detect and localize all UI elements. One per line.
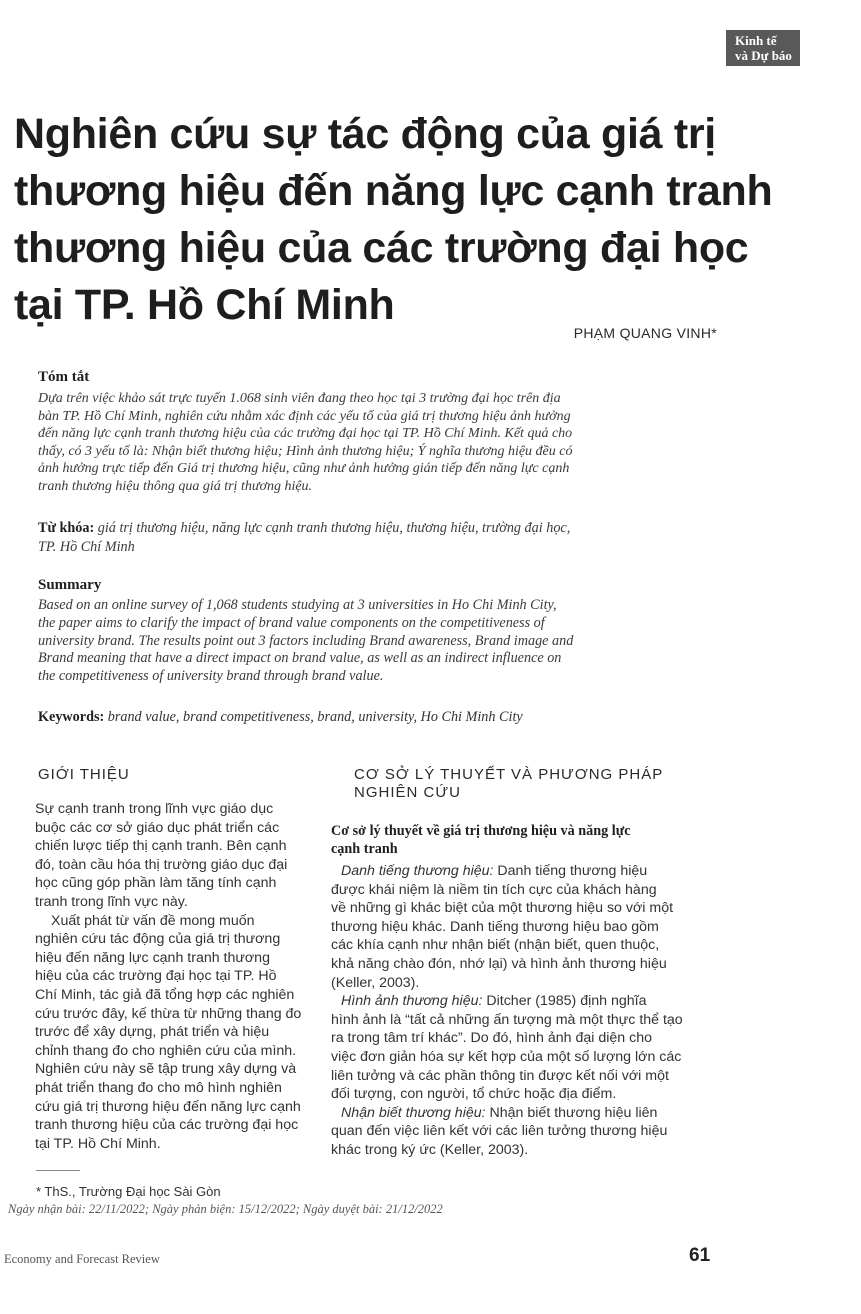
- keywords-vn-label: Từ khóa:: [38, 520, 95, 536]
- body-line: việc đơn giản hóa sự kết hợp của một số lượng lớn các: [331, 1048, 682, 1065]
- keywords-en-text: brand value, brand competitiveness, brand, university, Ho Chi Minh City: [107, 709, 523, 725]
- subsection-heading-line: cạnh tranh: [331, 841, 398, 857]
- body-line: tranh thương hiệu của các trường đại học: [35, 1117, 299, 1134]
- keywords-vn: [38, 519, 718, 557]
- keywords-en-label: Keywords:: [38, 709, 105, 725]
- keywords-en: [38, 709, 523, 726]
- body-line: đối tượng, con người, tổ chức hoặc địa điểm.: [331, 1086, 617, 1103]
- body-line: buộc các cơ sở giáo dục phát triển các: [35, 819, 280, 836]
- badge-line1: Kinh tế: [735, 33, 777, 48]
- submission-dates: Ngày nhận bài: 22/11/2022; Ngày phản biện: 15/12/2022; Ngày duyệt bài: 21/12/2022: [8, 1202, 443, 1216]
- body-line: tranh trong lĩnh vực này.: [35, 893, 188, 910]
- body-line: đó, toàn cầu hóa thị trường giáo dục đại: [35, 856, 288, 873]
- abstract-line: bàn TP. Hồ Chí Minh, nghiên cứu nhằm xác định các yếu tố của giá trị thương hiệu ảnh hưởng: [38, 408, 571, 424]
- body-text: Ditcher (1985) định nghĩa: [486, 993, 647, 1010]
- intro-body: [35, 800, 308, 1153]
- theory-body: [331, 862, 721, 1160]
- summary-heading: Summary: [38, 577, 102, 593]
- footnote-affiliation: * ThS., Trường Đại học Sài Gòn: [36, 1184, 221, 1199]
- body-line: phát triển thang đo cho mô hình nghiên: [35, 1079, 282, 1096]
- author-name: PHẠM QUANG VINH*: [573, 325, 717, 341]
- summary-line: the paper aims to clarify the impact of brand value components on the competitiveness of: [38, 614, 545, 631]
- body-line: Xuất phát từ vấn đề mong muốn: [51, 912, 255, 929]
- body-line: nghiên cứu tác động của giá trị thương: [35, 931, 281, 948]
- section-heading-line: CƠ SỞ LÝ THUYẾT VÀ PHƯƠNG PHÁP: [354, 766, 664, 783]
- body-line: học cũng góp phần làm tăng tính cạnh: [35, 875, 277, 892]
- subsection-heading-line: Cơ sở lý thuyết về giá trị thương hiệu và năng lực: [331, 823, 631, 839]
- journal-name: Economy and Forecast Review: [4, 1252, 160, 1266]
- page-number: 61: [689, 1245, 711, 1266]
- title-line: thương hiệu đến năng lực cạnh tranh: [14, 167, 773, 215]
- body-line: hiệu của các trường đại học tại TP. Hồ: [35, 968, 277, 985]
- section-heading-line: NGHIÊN CỨU: [354, 784, 461, 801]
- body-line: quan đến việc liên kết với các liên tưởng thương hiệu: [331, 1123, 668, 1140]
- summary-line: Brand meaning that have a direct impact on brand value, as well as an indirect influence on: [38, 650, 562, 667]
- title-line: tại TP. Hồ Chí Minh: [14, 281, 395, 329]
- body-line: được khái niệm là niềm tin tích cực của khách hàng: [331, 881, 657, 898]
- journal-badge: [726, 30, 800, 66]
- abstract-line: Dựa trên việc khảo sát trực tuyến 1.068 sinh viên đang theo học tại 3 trường đại học trên địa: [38, 391, 561, 406]
- body-line: cứu giá trị thương hiệu đến năng lực cạnh: [35, 1098, 301, 1115]
- body-line: chiến lược tiếp thị cạnh tranh. Bên cạnh: [35, 838, 287, 855]
- term-brand-awareness: Nhận biết thương hiệu:: [341, 1104, 486, 1121]
- body-line: Chí Minh, tác giả đã tổng hợp các nghiên: [35, 986, 295, 1003]
- body-line: các khía cạnh như nhận biết (nhận biết, quen thuộc,: [331, 937, 660, 954]
- badge-line2: và Dự báo: [735, 48, 792, 63]
- body-line: hiệu đến năng lực cạnh tranh thương: [35, 949, 270, 966]
- body-line: Sự cạnh tranh trong lĩnh vực giáo dục: [35, 801, 274, 817]
- title-line: Nghiên cứu sự tác động của giá trị: [14, 110, 716, 158]
- abstract-line: ảnh hưởng trực tiếp đến Giá trị thương hiệu, cũng như ảnh hưởng gián tiếp đến năng lực cạnh: [38, 461, 570, 477]
- body-line: tại TP. Hồ Chí Minh.: [35, 1135, 161, 1152]
- article-title: [14, 106, 773, 334]
- body-line: về những gì khác biệt của một thương hiệu so với một: [331, 900, 674, 917]
- term-brand-image: Hình ảnh thương hiệu:: [341, 993, 483, 1010]
- body-line: trước để xây dựng, phát triển và hiệu: [35, 1024, 270, 1041]
- body-line: Nghiên cứu này sẽ tập trung xây dựng và: [35, 1061, 297, 1078]
- body-line: chỉnh thang đo cho nghiên cứu của mình.: [35, 1042, 297, 1059]
- abstract-line: tranh thương hiệu thông qua giá trị thương hiệu.: [38, 478, 313, 494]
- footnote-divider: [36, 1170, 80, 1171]
- abstract-vn: [38, 390, 706, 496]
- title-line: thương hiệu của các trường đại học: [14, 224, 749, 272]
- body-line: thương hiệu khác. Danh tiếng thương hiệu bao gồm: [331, 918, 659, 935]
- body-line: ra trong tâm trí khác”. Do đó, hình ảnh đại diện cho: [331, 1030, 652, 1047]
- body-line: khả năng chào đón, nhớ lại) và hình ảnh thương hiệu: [331, 955, 667, 972]
- body-line: hình ảnh là “tất cả những ấn tượng mà một thực thể tạo: [331, 1011, 683, 1028]
- abstract-line: thấy, có 3 yếu tố là: Nhận biết thương hiệu; Hình ảnh thương hiệu; Ý nghĩa thương hiệu đều có: [38, 443, 573, 459]
- subsection-heading: [331, 822, 631, 858]
- keywords-vn-text: giá trị thương hiệu, năng lực cạnh tranh thương hiệu, thương hiệu, trường đại học,: [97, 520, 571, 536]
- section-heading-theory: [354, 766, 663, 802]
- body-text: Nhận biết thương hiệu liên: [489, 1104, 658, 1121]
- keywords-vn-text: TP. Hồ Chí Minh: [38, 539, 135, 555]
- abstract-line: đến năng lực cạnh tranh thương hiệu của các trường đại học tại TP. Hồ Chí Minh. Kết quả cho: [38, 426, 573, 442]
- body-line: cứu trước đây, kế thừa từ những thang đo: [35, 1005, 302, 1022]
- body-line: liên tưởng và các phần thông tin được kết nối với một: [331, 1067, 669, 1084]
- summary-en: [38, 597, 718, 686]
- body-line: (Keller, 2003).: [331, 974, 420, 991]
- body-text: Danh tiếng thương hiệu: [497, 863, 648, 879]
- section-heading-intro: GIỚI THIỆU: [38, 766, 130, 783]
- summary-line: Based on an online survey of 1,068 students studying at 3 universities in Ho Chi Minh City,: [38, 597, 557, 613]
- abstract-heading: Tóm tắt: [38, 369, 90, 385]
- body-line: khác trong ký ức (Keller, 2003).: [331, 1141, 529, 1158]
- term-brand-reputation: Danh tiếng thương hiệu:: [341, 863, 494, 879]
- summary-line: the competitiveness of university brand through brand value.: [38, 668, 384, 685]
- summary-line: university brand. The results point out 3 factors including Brand awareness, Brand image and: [38, 632, 574, 649]
